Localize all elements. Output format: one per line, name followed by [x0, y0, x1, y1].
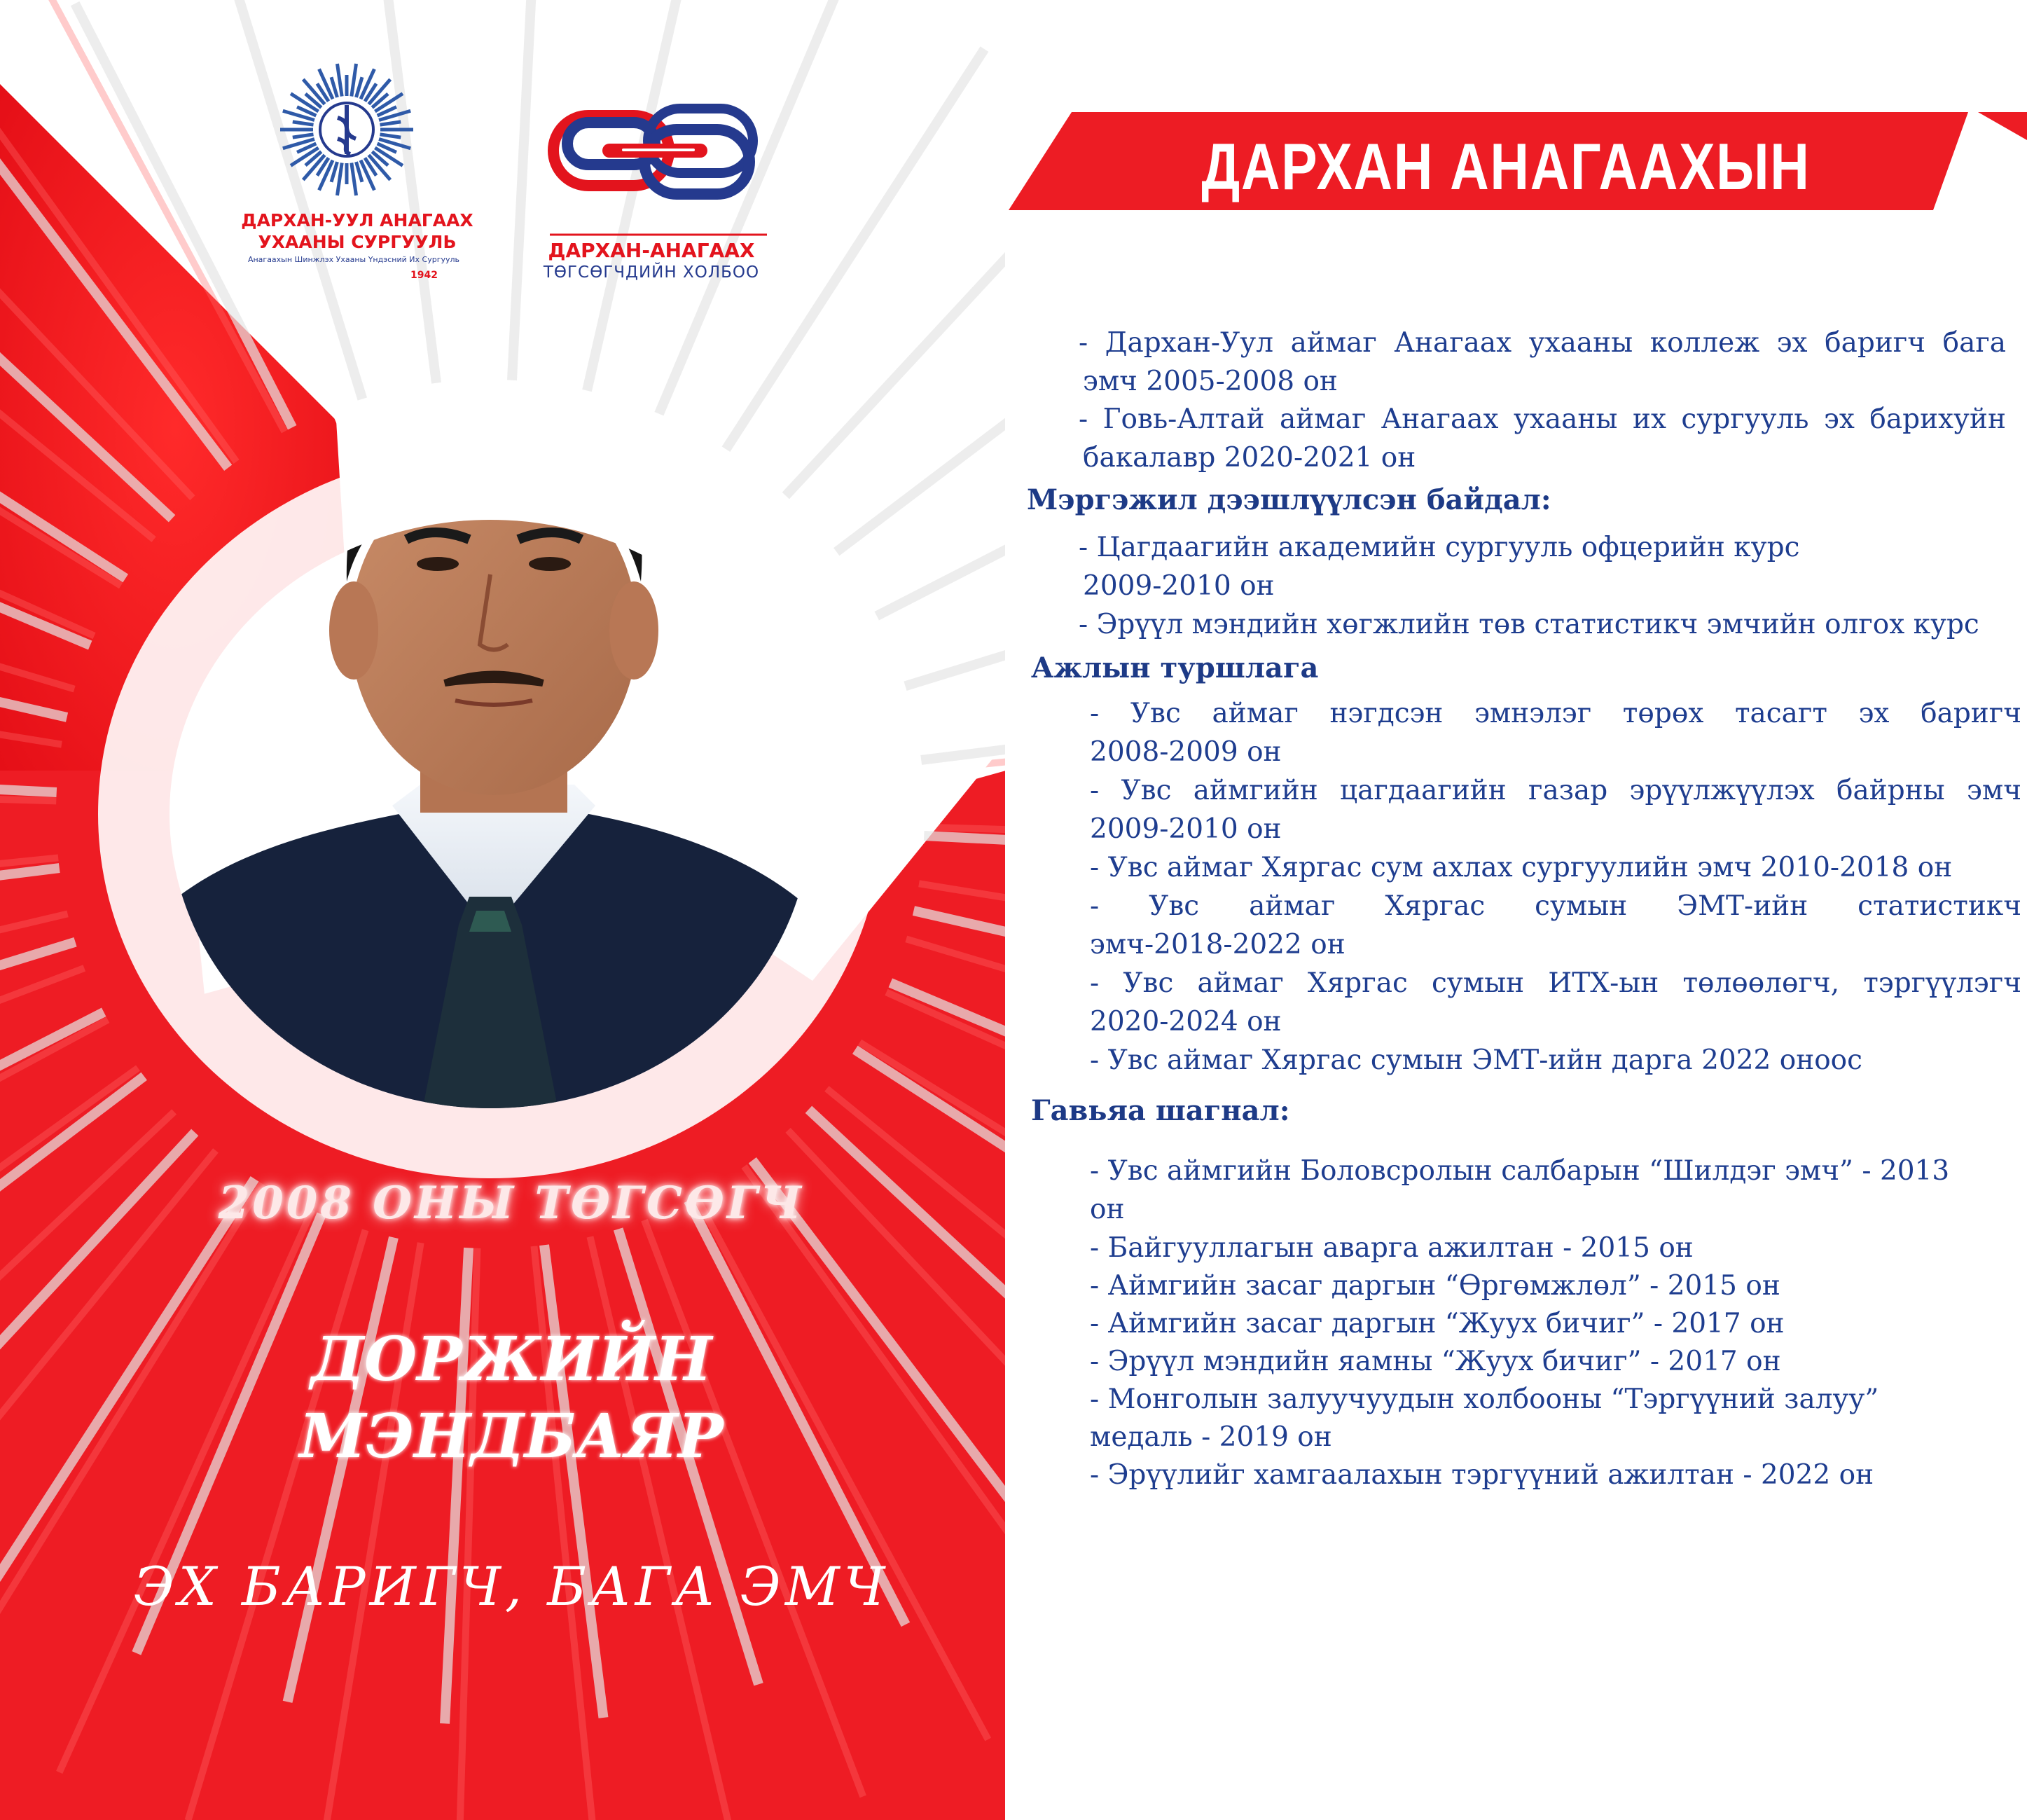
banner-title: ДАРХАН АНАГААХЫН БАХАРХАЛ: [1201, 130, 1811, 287]
training-heading: Мэргэжил дээшлүүлсэн байдал:: [1027, 483, 1551, 516]
school-logo-name-line1: ДАРХАН-УУЛ АНАГААХ: [241, 210, 473, 230]
training-item-2-line1: - Эрүүл мэндийн хөгжлийн төв статистикч эмчийн олгох курс: [1079, 609, 1979, 640]
experience-item-4-line1: - Увс аймаг Хяргас сумын ЭМТ-ийн статистикч: [1090, 890, 2021, 922]
graduation-year: 2008 ОНЫ ТӨГСӨГЧ: [218, 1177, 805, 1229]
school-logo-subtitle: Анагаахын Шинжлэх Ухааны Үндэсний Их Сургууль: [247, 255, 460, 264]
awards-item-1-line2: он: [1090, 1194, 1125, 1225]
alumni-logo-name-line2: ТӨГСӨГЧДИЙН ХОЛБОО: [543, 263, 760, 282]
awards-heading: Гавьяа шагнал:: [1031, 1094, 1290, 1127]
education-item-1-line1: - Дархан-Уул аймаг Анагаах ухааны коллеж эх баригч бага: [1079, 327, 2006, 359]
person-position: ЭХ БАРИГЧ, БАГА ЭМЧ: [133, 1555, 890, 1618]
school-logo-year: 1942: [410, 270, 438, 281]
school-logo-name-line2: УХААНЫ СУРГУУЛЬ: [258, 232, 457, 252]
experience-item-4-line2: эмч-2018-2022 он: [1090, 929, 1345, 960]
awards-item-2: - Байгууллагын аварга ажилтан - 2015 он: [1090, 1232, 1694, 1264]
education-item-2-line2: бакалавр 2020-2021 он: [1083, 442, 1416, 474]
experience-item-6: - Увс аймаг Хяргас сумын ЭМТ-ийн дарга 2022 оноос: [1090, 1045, 1863, 1076]
awards-item-6-line1: - Монголын залуучуудын холбооны “Тэргүүний залуу”: [1090, 1384, 1879, 1415]
training-item-1-line1: - Цагдаагийн академийн сургууль офцерийн курс: [1079, 532, 1800, 563]
awards-item-3: - Аймгийн засаг даргын “Өргөмжлөл” - 2015 он: [1090, 1270, 1780, 1302]
experience-heading: Ажлын туршлага: [1031, 652, 1319, 684]
experience-item-5-line1: - Увс аймаг Хяргас сумын ИТХ-ын төлөөлөгч, тэргүүлэгч: [1090, 967, 2021, 999]
experience-item-2-line1: - Увс аймгийн цагдаагийн газар эрүүлжүүлэх байрны эмч: [1090, 775, 2021, 806]
training-item-1-line2: 2009-2010 он: [1083, 570, 1275, 602]
person-surname: ДОРЖИЙН: [310, 1324, 712, 1395]
experience-item-2-line2: 2009-2010 он: [1090, 813, 1282, 845]
experience-item-1-line1: - Увс аймаг нэгдсэн эмнэлэг төрөх тасагт эх баригч: [1090, 698, 2021, 729]
education-item-2-line1: - Говь-Алтай аймаг Анагаах ухааны их сургууль эх барихуйн: [1079, 404, 2006, 435]
awards-item-4: - Аймгийн засаг даргын “Жуух бичиг” - 2017 он: [1090, 1308, 1785, 1339]
education-item-1-line2: эмч 2005-2008 он: [1083, 366, 1338, 397]
alumni-logo-name-line1: ДАРХАН-АНАГААХ: [548, 239, 755, 262]
person-given-name: МЭНДБАЯР: [299, 1401, 724, 1472]
experience-item-1-line2: 2008-2009 он: [1090, 736, 1282, 768]
awards-item-5: - Эрүүл мэндийн яамны “Жуух бичиг” - 2017 он: [1090, 1346, 1781, 1377]
awards-item-6-line2: медаль - 2019 он: [1090, 1421, 1332, 1453]
awards-item-1-line1: - Увс аймгийн Боловсролын салбарын “Шилдэг эмч” - 2013: [1090, 1155, 1950, 1187]
experience-item-5-line2: 2020-2024 он: [1090, 1006, 1282, 1037]
awards-item-7: - Эрүүлийг хамгаалахын тэргүүний ажилтан - 2022 он: [1090, 1459, 1874, 1491]
experience-item-3: - Увс аймаг Хяргас сум ахлах сургуулийн эмч 2010-2018 он: [1090, 852, 1953, 883]
